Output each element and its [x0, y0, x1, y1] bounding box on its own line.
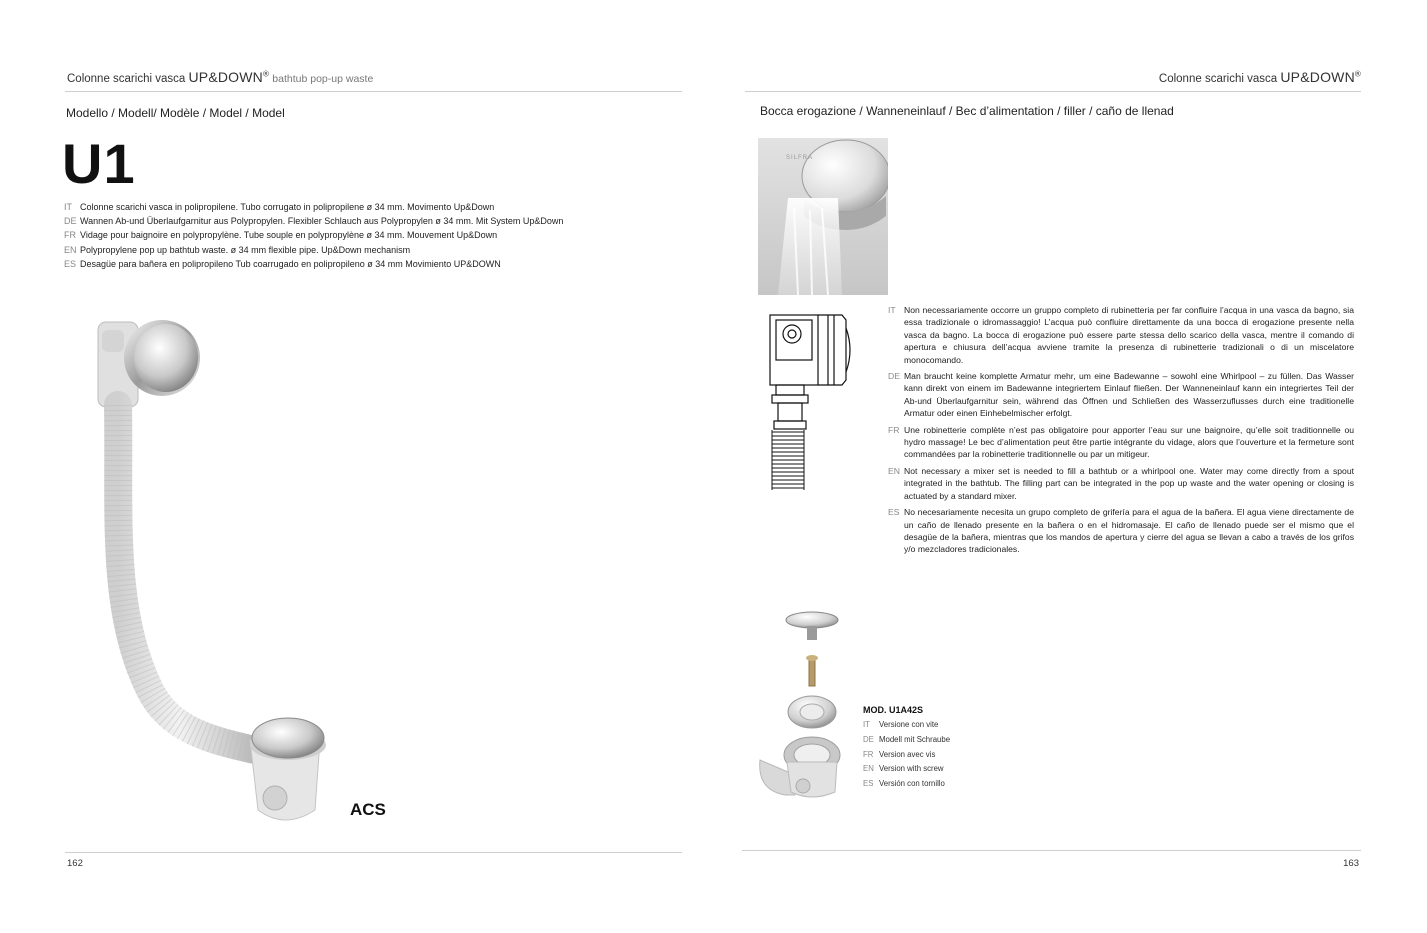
product-tag: ACS	[350, 800, 386, 819]
version-row: IT Versione con vite	[863, 720, 939, 729]
description-paragraph: ES No necesariamente necesita un grupo completo de grifería para el agua de la bañera. El agua viene directamente de un caño de llenado presente en la bañera o en el hidromasaje. El caño de llenado puede ser el mismo que el desagüe de la bañera, mientras que los mandos de apertura y cierre del agua se llevan a cabo a través de los grifos y/o mezcladores tradicionales.	[888, 507, 1354, 555]
left-header	[67, 69, 373, 85]
header-divider	[745, 91, 1361, 92]
description-row: FR Vidage pour baignoire en polypropylène. Tube souple en polypropylène ø 34 mm. Mouvement Up&Down	[64, 230, 498, 241]
footer-divider	[65, 852, 682, 853]
description-paragraph: DE Man braucht keine komplette Armatur mehr, um eine Badewanne – sowohl eine Whirlpool – zu füllen. Das Wasser kann direkt von einem im Badewanne integriertem Einlauf fließen. Der Wanneneinlauf kann ein integriertes Teil der Ab-und Überlaufgarnitur sein, während das Öffnen und Schließen des Wasserzuflusses durch eine traditionelle Armatur oder einen Einhebelmischer erfolgt.	[888, 371, 1354, 419]
mod-title: MOD. U1A42S	[863, 705, 924, 715]
header-prefix: Colonne scarichi vasca	[67, 73, 186, 85]
exploded-parts-image	[755, 610, 845, 805]
technical-drawing	[762, 310, 862, 495]
version-row: FR Version avec vis	[863, 749, 936, 759]
filler-photo	[758, 138, 888, 295]
header-suffix: bathtub pop-up waste	[272, 73, 374, 85]
header-divider	[65, 91, 682, 92]
description-row: IT Colonne scarichi vasca in polipropilene. Tubo corrugato in polipropilene ø 34 mm. Movimento Up&Down	[64, 202, 495, 212]
version-row: EN Version with screw	[863, 764, 944, 774]
description-row: EN Polypropylene pop up bathtub waste. ø 34 mm flexible pipe. Up&Down mechanism	[64, 244, 411, 255]
photo-logo: SILFRA	[786, 155, 814, 161]
mod-versions	[863, 718, 950, 792]
header-prefix: Colonne scarichi vasca	[1158, 73, 1278, 85]
right-header	[1159, 69, 1361, 85]
description-paragraph: IT Non necessariamente occorre un gruppo completo di rubinetteria per far confluire l’acqua in una vasca da bagno, sia essa tradizionale o idromassaggio! L’acqua può confluire direttamente da una bocca di erogazione presente nella vasca da bagno. La bocca di erogazione può essere parte stessa dello scarico della vasca, mentre il comando di apertura e chiusura dell’acqua avviene tramite la presenza di rubinetterie tradizionali o di un miscelatore monocomando.	[888, 305, 1354, 365]
brand-name: UP&DOWN®	[188, 69, 270, 85]
description-paragraph: EN Not necessary a mixer set is needed to fill a bathtub or a whirlpool one. Water may come directly from a spout integrated in the bathtub. The filling part can be integrated in the pop up waste and the water opening or closing is actuated by a standard mixer.	[888, 465, 1354, 501]
model-descriptions	[64, 200, 563, 271]
bathtub-waste-product-image	[90, 310, 340, 830]
page-number: 163	[1343, 858, 1359, 869]
description-row: ES Desagüe para bañera en polipropileno Tub coarrugado en polipropileno ø 34 mm Movimiento UP&DOWN	[64, 258, 501, 269]
filler-spout-image	[758, 138, 888, 295]
brand-name: UP&DOWN®	[1280, 69, 1361, 85]
filler-descriptions	[888, 304, 1354, 560]
description-row: DE Wannen Ab-und Überlaufgarnitur aus Polypropylen. Flexibler Schlauch aus Polypropylen ø 34 mm. Mit System Up&Down	[64, 216, 564, 227]
section-title: Bocca erogazione / Wanneneinlauf / Bec d’alimentation / filler / caño de llenad	[760, 104, 1174, 118]
page-number: 162	[67, 858, 83, 869]
version-row: DE Modell mit Schraube	[863, 734, 951, 744]
description-paragraph: FR Une robinetterie complète n’est pas obligatoire pour apporter l’eau sur une baignoire, qu’elle soit traditionnelle ou hydro massage! Le bec d’alimentation peut être partie intégrante du vidage, alors que l’ouverture et la fermeture sont commandées par la robinetterie traditionnelle ou par un mitigeur.	[888, 424, 1354, 460]
version-row: ES Versión con tornillo	[863, 779, 945, 789]
footer-divider	[742, 850, 1361, 851]
model-code: U1	[62, 132, 136, 195]
model-label: Modello / Modell/ Modèle / Model / Model	[66, 106, 285, 120]
